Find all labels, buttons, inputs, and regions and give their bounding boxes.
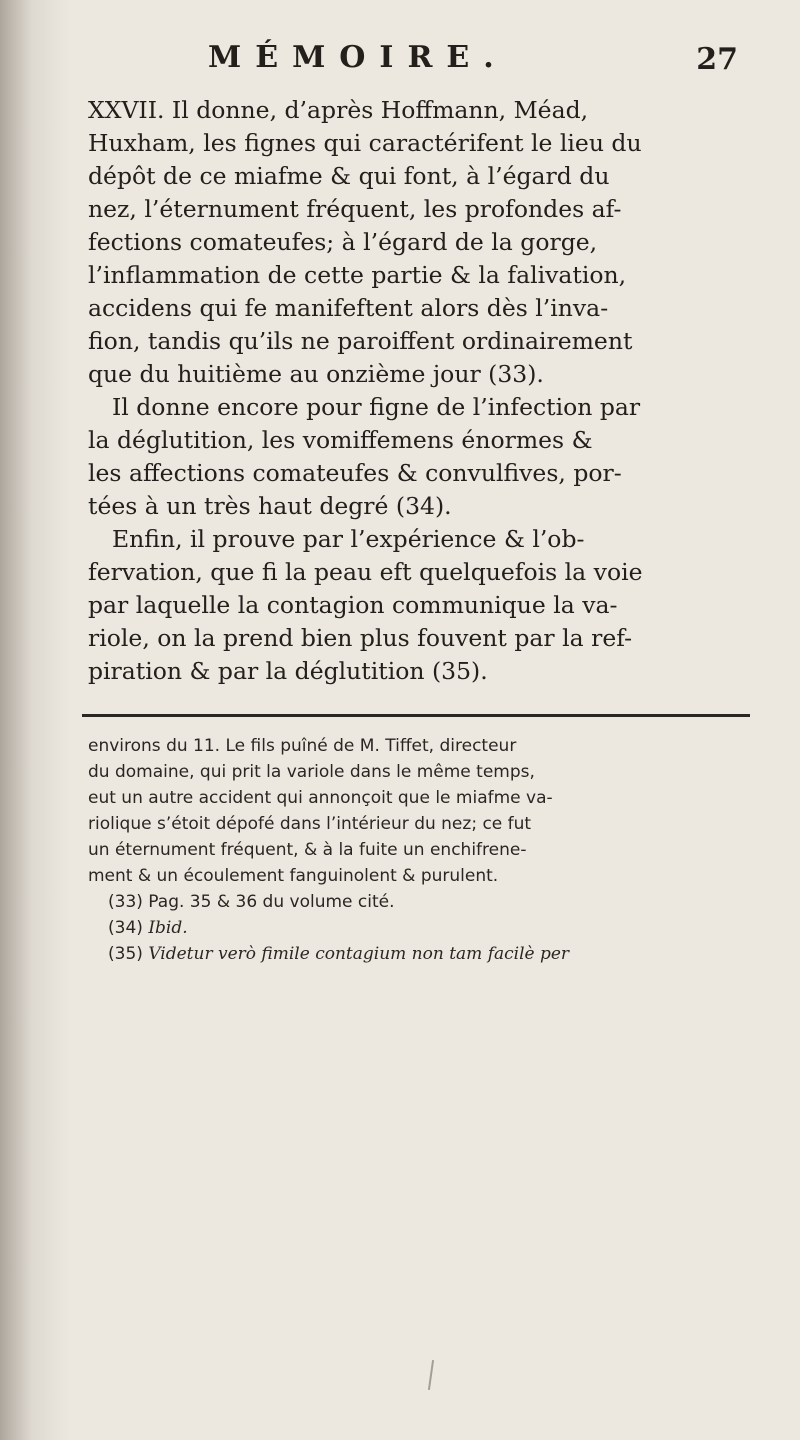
book-page bbox=[88, 40, 748, 967]
main-text bbox=[88, 94, 748, 688]
text-line: fion, tandis qu’ils ne paroiffent ordinairement bbox=[88, 327, 633, 355]
footnote-33: (33) Pag. 35 & 36 du volume cité. bbox=[108, 892, 395, 912]
text-line: piration & par la déglutition (35). bbox=[88, 657, 488, 685]
text-line: accidens qui fe manifeftent alors dès l’inva- bbox=[88, 294, 609, 322]
text-line: les affections comateufes & convulfives, por- bbox=[88, 459, 622, 487]
text-line: riole, on la prend bien plus fouvent par la ref- bbox=[88, 624, 633, 652]
text-line: dépôt de ce miafme & qui font, à l’égard du bbox=[88, 162, 610, 190]
footnote-34 bbox=[88, 915, 748, 941]
running-title: MÉMOIRE. bbox=[208, 40, 508, 75]
footnote-34-text: Ibid. bbox=[148, 918, 188, 938]
footnotes bbox=[88, 733, 748, 967]
footnote-line: environs du 11. Le fils puîné de M. Tiffet, directeur bbox=[88, 736, 517, 756]
text-line: Huxham, les fignes qui caractérifent le lieu du bbox=[88, 129, 642, 157]
text-line: la déglutition, les vomiffemens énormes & bbox=[88, 426, 593, 454]
text-line: fections comateufes; à l’égard de la gorge, bbox=[88, 228, 598, 256]
footnote-35-number: (35) bbox=[108, 944, 149, 964]
footnote-line: un éternument fréquent, & à la fuite un enchifrene- bbox=[88, 840, 527, 860]
footnote-line: du domaine, qui prit la variole dans le même temps, bbox=[88, 762, 535, 782]
paragraph-xxvii bbox=[88, 94, 748, 391]
footnote-rule bbox=[82, 714, 750, 717]
text-line: fervation, que fi la peau eft quelquefois la voie bbox=[88, 558, 643, 586]
footnote-35 bbox=[88, 941, 748, 967]
text-line: l’inflammation de cette partie & la falivation, bbox=[88, 261, 627, 289]
footnote-34-number: (34) bbox=[108, 918, 149, 938]
footnote-line: riolique s’étoit dépofé dans l’intérieur du nez; ce fut bbox=[88, 814, 532, 834]
text-line: tées à un très haut degré (34). bbox=[88, 492, 452, 520]
footnote-line: eut un autre accident qui annonçoit que le miafme va- bbox=[88, 788, 553, 808]
text-line: Enfin, il prouve par l’expérience & l’ob- bbox=[112, 525, 585, 553]
text-line: Il donne encore pour figne de l’infection par bbox=[112, 393, 641, 421]
text-line: par laquelle la contagion communique la va- bbox=[88, 591, 618, 619]
paragraph-deglutition bbox=[88, 391, 748, 523]
text-line: nez, l’éternument fréquent, les profondes af- bbox=[88, 195, 622, 223]
footnote-line: ment & un écoulement fanguinolent & purulent. bbox=[88, 866, 499, 886]
page-number: 27 bbox=[696, 42, 738, 77]
running-head bbox=[88, 40, 748, 94]
footnote-35-text: Videtur verò fimile contagium non tam facilè per bbox=[148, 944, 570, 964]
stray-ink-mark bbox=[428, 1360, 434, 1390]
text-line: que du huitième au onzième jour (33). bbox=[88, 360, 544, 388]
paragraph-enfin bbox=[88, 523, 748, 688]
binding-shadow bbox=[0, 0, 70, 1440]
text-line: XXVII. Il donne, d’après Hoffmann, Méad, bbox=[88, 96, 589, 124]
